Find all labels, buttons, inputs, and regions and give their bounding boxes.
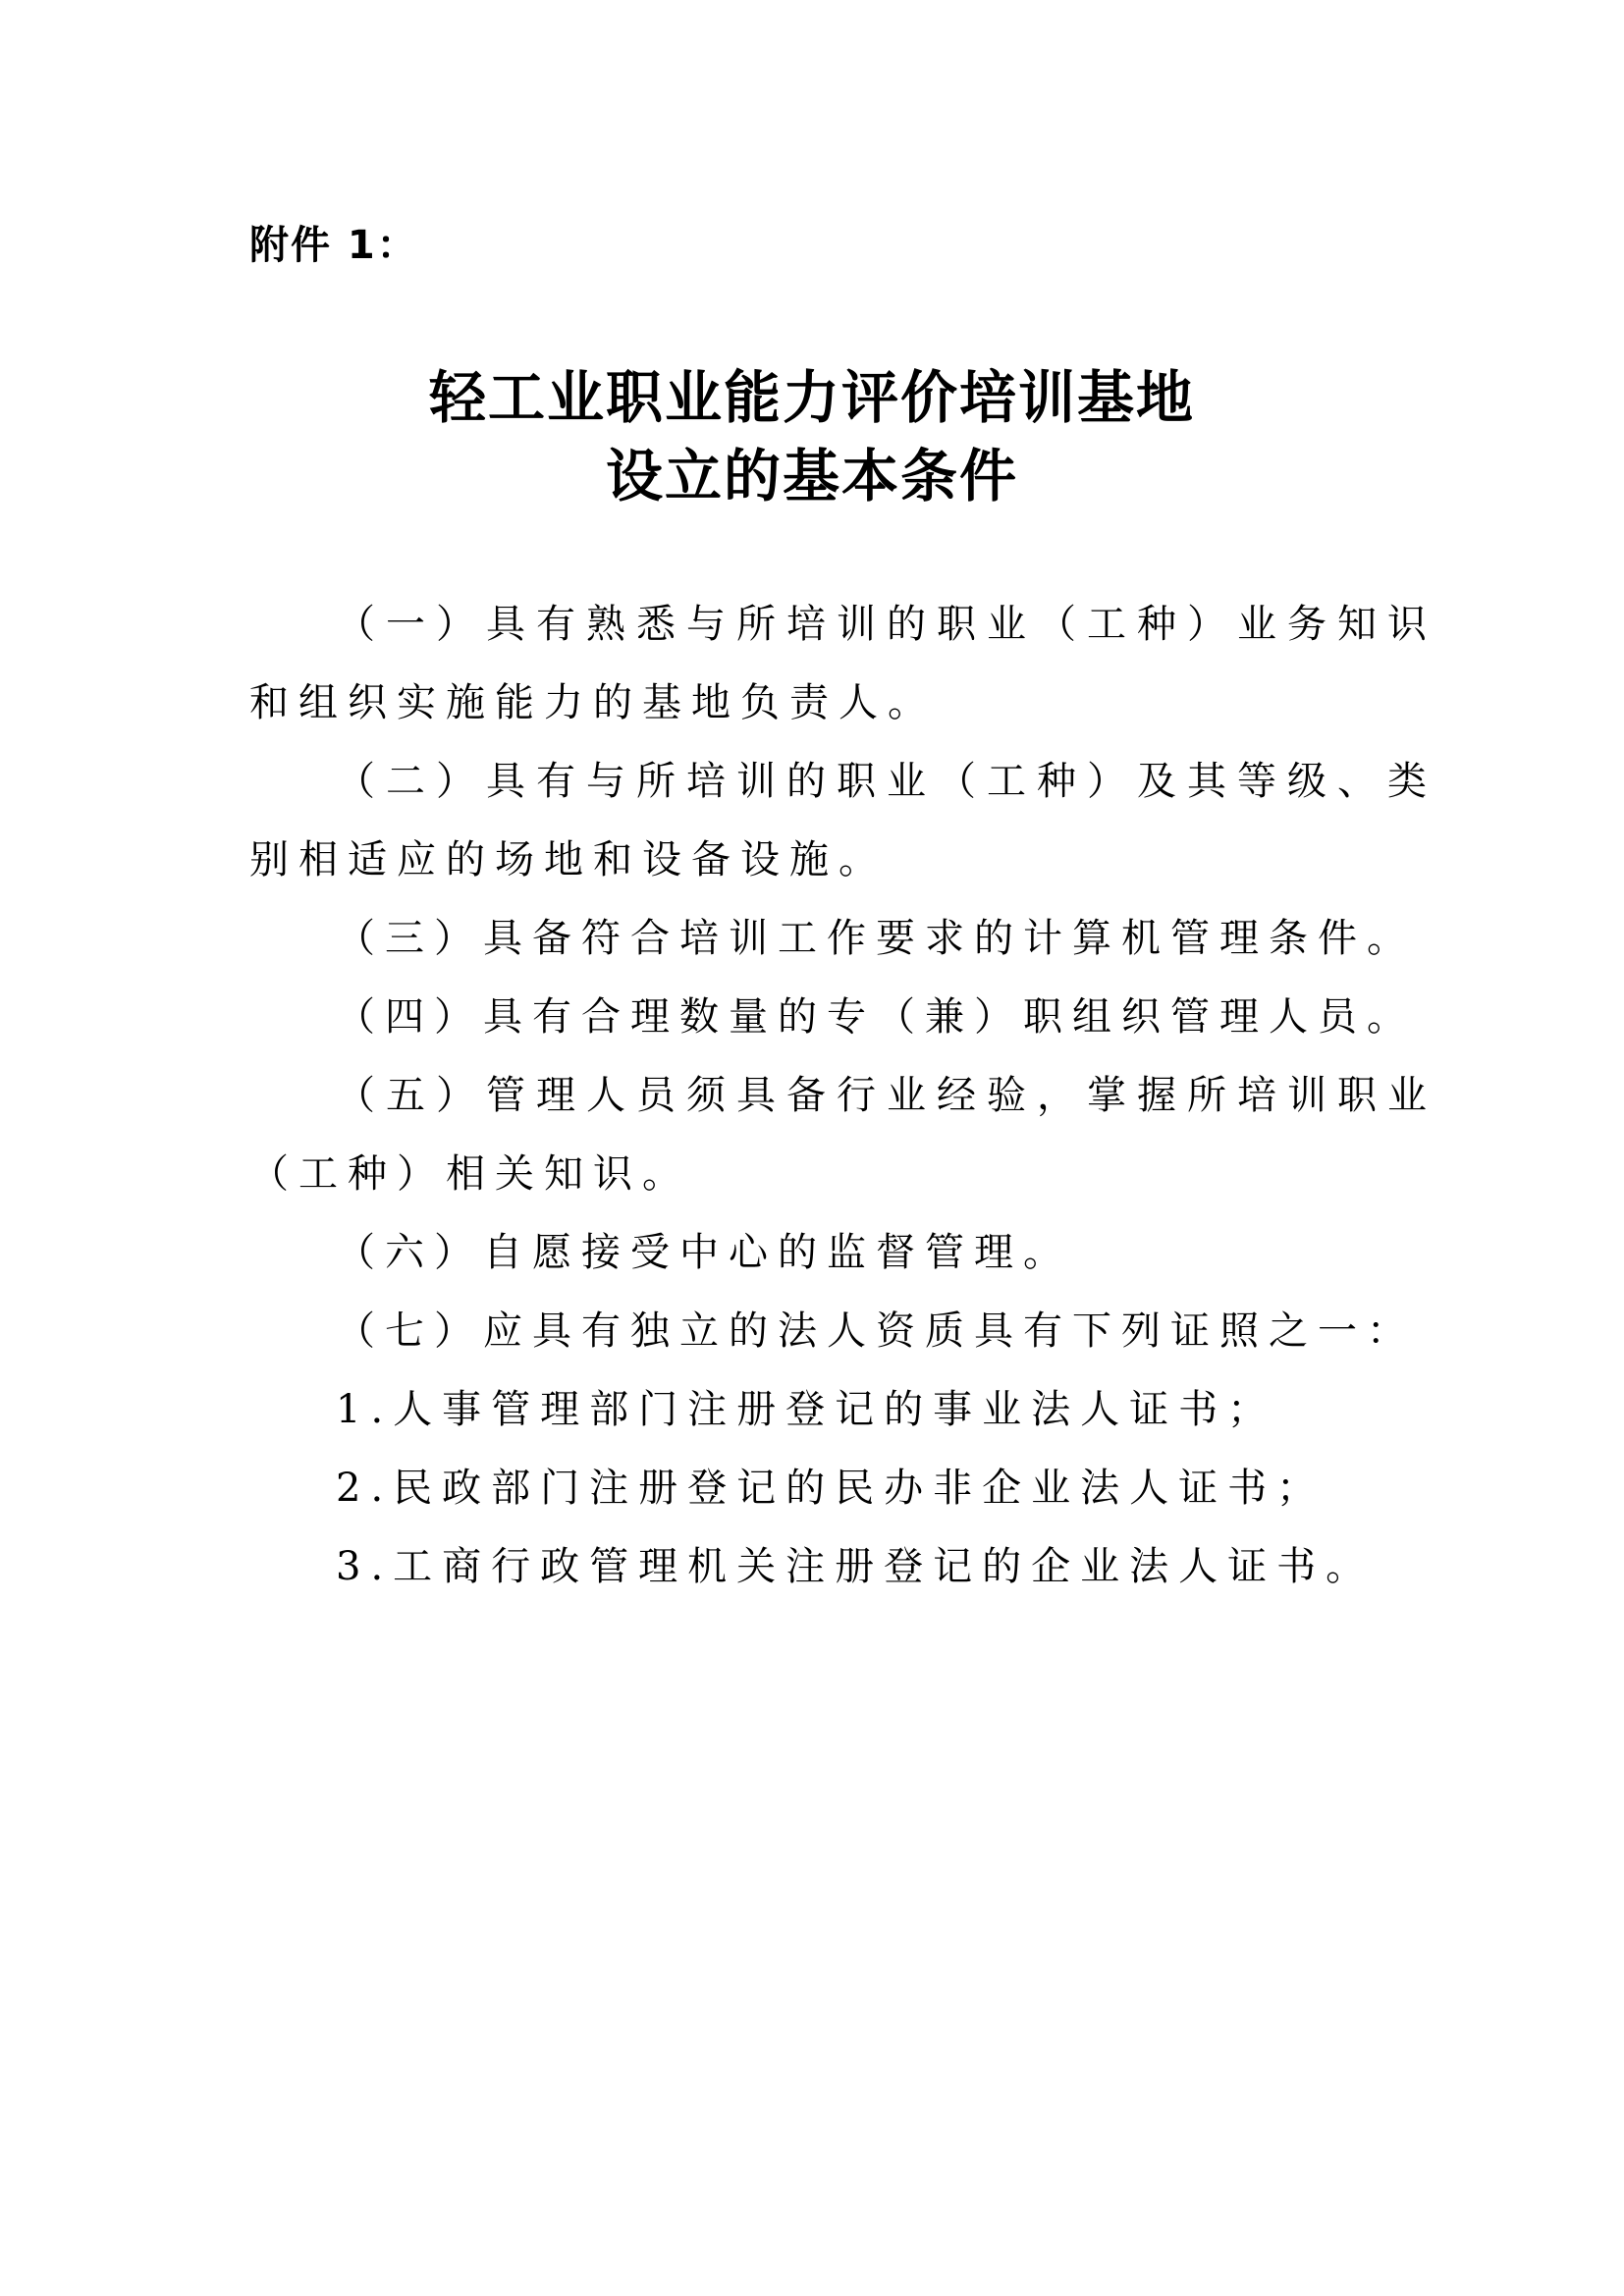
paragraph-6: （六）自愿接受中心的监督管理。	[336, 1230, 1072, 1275]
list-item-2: 2.民政部门注册登记的民办非企业法人证书；	[336, 1466, 1326, 1511]
title-line-2: 设立的基本条件	[605, 443, 1018, 509]
title-line-1: 轻工业职业能力评价培训基地	[428, 364, 1195, 431]
paragraph-4: （四）具有合理数量的专（兼）职组织管理人员。	[336, 994, 1416, 1040]
paragraph-1-line-2: 和组织实施能力的基地负责人。	[249, 680, 937, 725]
list-item-3: 3.工商行政管理机关注册登记的企业法人证书。	[336, 1544, 1376, 1589]
attachment-label: 附件 1：	[249, 223, 418, 268]
paragraph-1-line-1: （一）具有熟悉与所培训的职业（工种）业务知识	[336, 602, 1437, 647]
paragraph-2-line-1: （二）具有与所培训的职业（工种）及其等级、类	[336, 759, 1437, 804]
paragraph-5-line-1: （五）管理人员须具备行业经验，掌握所培训职业	[336, 1073, 1437, 1118]
paragraph-5-line-2: （工种）相关知识。	[249, 1151, 691, 1197]
paragraph-2-line-2: 别相适应的场地和设备设施。	[249, 837, 888, 882]
paragraph-7: （七）应具有独立的法人资质具有下列证照之一：	[336, 1308, 1416, 1354]
paragraph-3: （三）具备符合培训工作要求的计算机管理条件。	[336, 916, 1416, 961]
list-item-1: 1.人事管理部门注册登记的事业法人证书；	[336, 1387, 1277, 1432]
